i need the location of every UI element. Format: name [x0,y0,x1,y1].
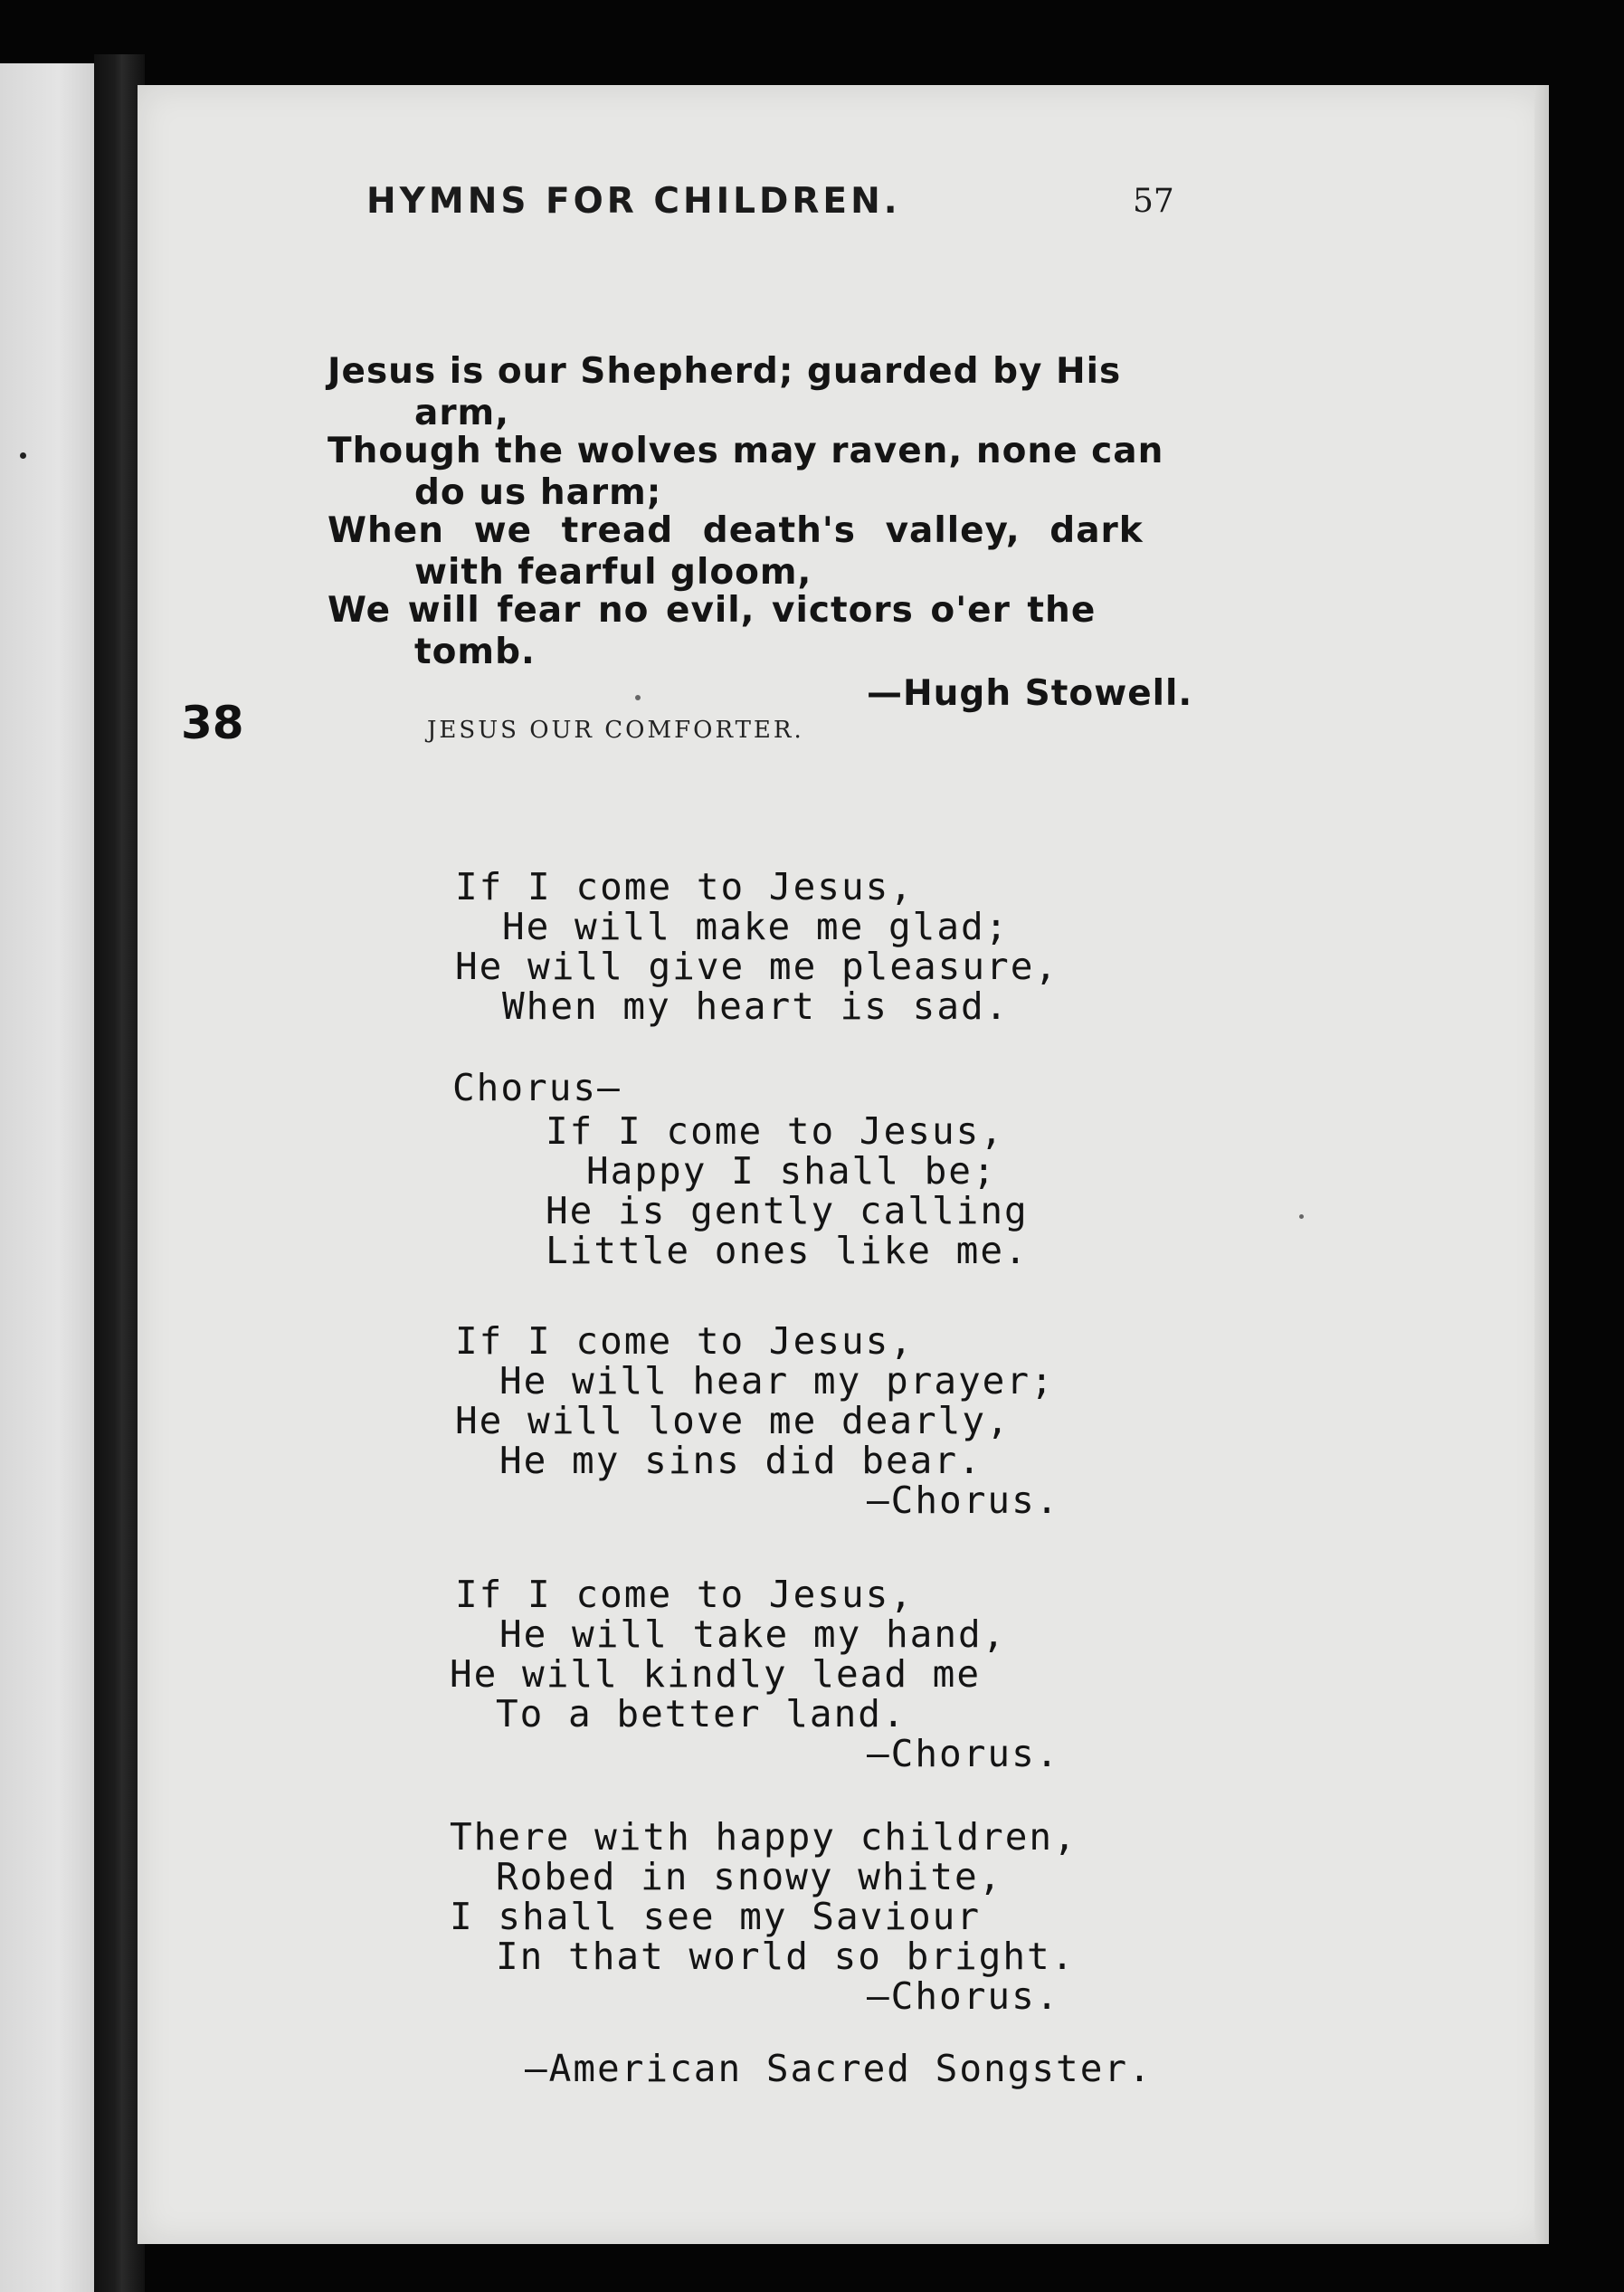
verse-line: There with happy children, [450,1815,1078,1859]
previous-hymn-line: arm, [414,393,510,433]
page-edge [1534,85,1549,2244]
chorus-refrain: —Chorus. [867,1974,1060,2018]
previous-hymn-line: Though the wolves may raven, none can [328,431,1164,471]
previous-hymn-line: Jesus is our Shepherd; guarded by His [328,351,1122,392]
previous-hymn-line: We will fear no evil, victors o'er the [328,590,1097,631]
verse-line: He will take my hand, [499,1612,1007,1656]
ink-speck [1299,1214,1304,1219]
verse-line: He will kindly lead me [450,1652,982,1696]
hymn-source: —American Sacred Songster. [525,2047,1153,2090]
previous-hymn-author: —Hugh Stowell. [867,673,1193,714]
verse-line: He will hear my prayer; [499,1359,1055,1403]
verse-line: He will love me dearly, [455,1399,1011,1442]
verse-line: In that world so bright. [496,1935,1076,1978]
chorus-line: Happy I shall be; [586,1149,997,1193]
verse-line: He will make me glad; [502,905,1010,948]
running-title: HYMNS FOR CHILDREN. [366,181,901,222]
previous-hymn-line: with fearful gloom, [414,552,812,593]
verse-line: Robed in snowy white, [496,1855,1003,1898]
hymn-title: JESUS OUR COMFORTER. [427,717,804,744]
chorus-line: He is gently calling [546,1189,1029,1232]
chorus-label: Chorus— [452,1066,622,1109]
verse-line: If I come to Jesus, [455,1319,914,1363]
verse-line: To a better land. [496,1692,907,1736]
verse-line: He my sins did bear. [499,1439,983,1482]
verse-line: I shall see my Saviour [450,1895,982,1938]
previous-hymn-line: do us harm; [414,472,662,513]
page-number: 57 [1133,183,1174,220]
chorus-refrain: —Chorus. [867,1732,1060,1775]
previous-hymn-line: tomb. [414,632,536,672]
verse-line: He will give me pleasure, [455,945,1059,988]
hymn-number: 38 [181,697,244,749]
chorus-line: If I come to Jesus, [546,1109,1004,1153]
left-page-edge [0,63,98,2292]
ink-speck [635,695,641,700]
chorus-refrain: —Chorus. [867,1479,1060,1522]
chorus-line: Little ones like me. [546,1229,1029,1272]
verse-line: If I come to Jesus, [455,865,914,908]
ink-dot [20,452,26,459]
verse-line: When my heart is sad. [502,984,1010,1028]
verse-line: If I come to Jesus, [455,1573,914,1616]
previous-hymn-line: When we tread death's valley, dark [328,510,1144,551]
